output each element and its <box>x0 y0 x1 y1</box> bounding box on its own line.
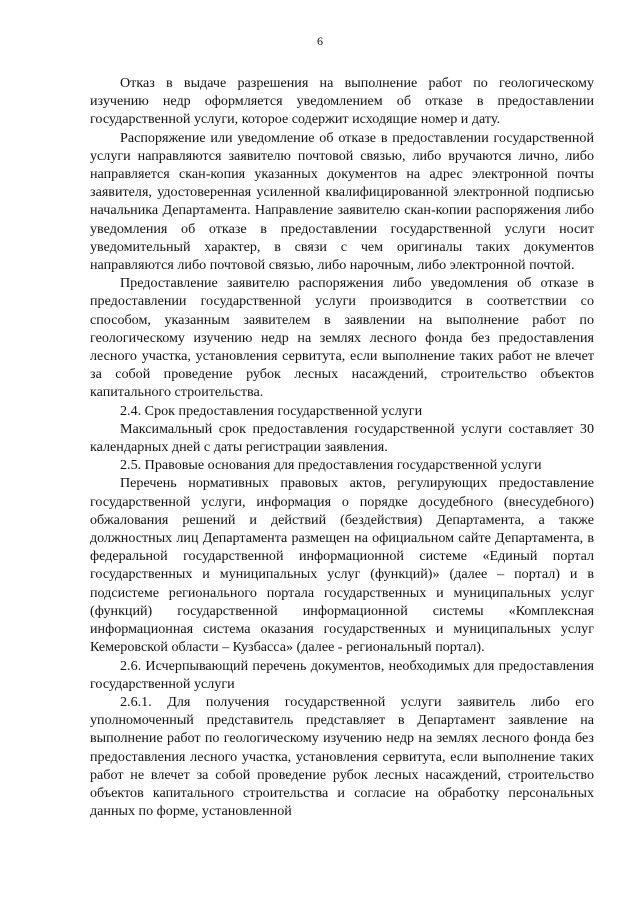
paragraph-2-6-1: 2.6.1. Для получения государственной услуги заявитель либо его уполномоченный представитель представляет в Департамент заявление на выполнение работ по геологическому изучению недр на землях лесного фонда без предоставления лесного участка, установления сервитута, если выполнение таких работ не влечет за собой проведение рубок лесных насаждений, строительство объектов капитального строительства и согласие на обработку персональных данных по форме, установленной <box>90 693 594 820</box>
page-number: 6 <box>317 34 323 48</box>
paragraph-legal-basis: Перечень нормативных правовых актов, регулирующих предоставление государственной услуги, информация о порядке досудебного (внесудебного) обжалования решений и действий (бездействия) Департамента, а также должностных лиц Департамента размещен на официальном сайте Департамента, в федеральной государственной информационной системе «Единый портал государственных и муниципальных услуг (функций)» (далее – портал) и в подсистеме регионального портала государственных и муниципальных услуг (функций) государственной информационной системы «Комплексная информационная система оказания государственных и муниципальных услуг Кемеровской области – Кузбасса» (далее - региональный портал). <box>90 475 594 656</box>
paragraph-delivery-methods: Распоряжение или уведомление об отказе в предоставлении государственной услуги направляются заявителю почтовой связью, либо вручаются лично, либо направляется скан-копия указанных документов на адрес электронной почты заявителя, удостоверенная усиленной квалифицированной электронной подписью начальника Департамента. Направление заявителю скан-копии распоряжения либо уведомления об отказе в предоставлении государственной услуги носит уведомительный характер, в связи с чем оригиналы таких документов направляются либо почтовой связью, либо нарочным, либо электронной почтой. <box>90 129 594 274</box>
paragraph-refusal-notice: Отказ в выдаче разрешения на выполнение работ по геологическому изучению недр оформляется уведомлением об отказе в предоставлении государственной услуги, которое содержит исходящие номер и дату. <box>90 75 594 128</box>
section-heading-2-6: 2.6. Исчерпывающий перечень документов, необходимых для предоставления государственной услуги <box>90 657 594 692</box>
paragraph-service-term: Максимальный срок предоставления государственной услуги составляет 30 календарных дней с даты регистрации заявления. <box>90 420 594 456</box>
section-heading-2-4: 2.4. Срок предоставления государственной услуги <box>120 402 423 419</box>
document-body <box>90 74 594 820</box>
section-heading-2-5: 2.5. Правовые основания для предоставления государственной услуги <box>120 457 542 474</box>
paragraph-delivery-procedure: Предоставление заявителю распоряжения либо уведомления об отказе в предоставлении государственной услуги производится в соответствии со способом, указанным заявителем в заявлении на выполнение работ по геологическому изучению недр на землях лесного фонда без предоставления лесного участка, установления сервитута, если выполнение таких работ не влечет за собой проведение рубок лесных насаждений, строительство объектов капитального строительства. <box>90 275 594 401</box>
